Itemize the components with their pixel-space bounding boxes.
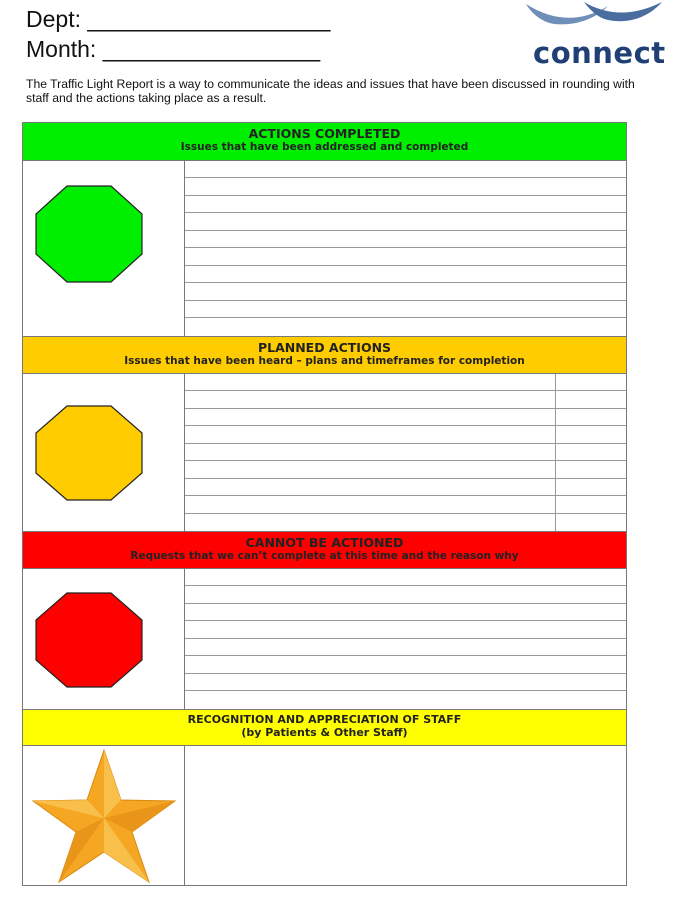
actions-completed-body xyxy=(23,161,626,336)
section-subtitle: Issues that have been addressed and completed xyxy=(180,141,469,153)
writing-line xyxy=(185,513,626,514)
red-octagon-icon xyxy=(35,592,143,688)
writing-line xyxy=(185,390,626,391)
writing-line xyxy=(185,673,626,674)
writing-line xyxy=(185,460,626,461)
writing-line xyxy=(185,425,626,426)
icon-cell xyxy=(23,374,185,531)
form-bottom-border xyxy=(23,885,626,886)
writing-line xyxy=(185,690,626,691)
amber-octagon-icon xyxy=(35,405,143,501)
writing-line xyxy=(185,408,626,409)
timeframe-column-divider xyxy=(555,374,556,531)
actions-completed-header xyxy=(23,122,626,161)
writing-line xyxy=(185,495,626,496)
section-title: RECOGNITION AND APPRECIATION OF STAFF xyxy=(187,713,462,726)
writing-lines[interactable] xyxy=(185,569,626,709)
planned-actions-body xyxy=(23,374,626,531)
gold-star-icon xyxy=(29,748,179,886)
traffic-light-form xyxy=(22,122,627,886)
writing-line xyxy=(185,317,626,318)
writing-line xyxy=(185,247,626,248)
writing-line xyxy=(185,443,626,444)
recognition-body xyxy=(23,746,626,886)
intro-text: The Traffic Light Report is a way to communicate the ideas and issues that have been discussed in rounding with staff and the actions taking place as a result. xyxy=(26,77,635,105)
writing-line xyxy=(185,585,626,586)
cannot-be-actioned-body xyxy=(23,569,626,709)
writing-line xyxy=(185,638,626,639)
section-subtitle: Issues that have been heard – plans and timeframes for completion xyxy=(124,355,525,367)
section-title: ACTIONS COMPLETED xyxy=(248,126,401,141)
writing-line xyxy=(185,177,626,178)
writing-lines[interactable] xyxy=(185,374,626,531)
writing-line xyxy=(185,620,626,621)
section-title: PLANNED ACTIONS xyxy=(257,340,392,355)
writing-line xyxy=(185,212,626,213)
section-subtitle: (by Patients & Other Staff) xyxy=(241,726,408,739)
logo-text: connect xyxy=(533,36,666,70)
icon-cell xyxy=(23,161,185,336)
writing-line xyxy=(185,478,626,479)
month-field[interactable]: Month: _________________ xyxy=(26,36,321,62)
writing-line xyxy=(185,282,626,283)
recognition-notes-area[interactable] xyxy=(185,746,626,886)
writing-lines[interactable] xyxy=(185,161,626,336)
icon-cell xyxy=(23,569,185,709)
icon-cell xyxy=(23,746,185,886)
writing-line xyxy=(185,230,626,231)
writing-line xyxy=(185,300,626,301)
green-octagon-icon xyxy=(35,185,143,283)
cannot-be-actioned-header xyxy=(23,531,626,569)
writing-line xyxy=(185,655,626,656)
dept-field[interactable]: Dept: ___________________ xyxy=(26,6,331,32)
writing-line xyxy=(185,265,626,266)
writing-line xyxy=(185,603,626,604)
section-title: CANNOT BE ACTIONED xyxy=(245,535,404,550)
recognition-header xyxy=(23,709,626,746)
writing-line xyxy=(185,195,626,196)
section-subtitle: Requests that we can’t complete at this time and the reason why xyxy=(130,550,519,562)
planned-actions-header xyxy=(23,336,626,374)
